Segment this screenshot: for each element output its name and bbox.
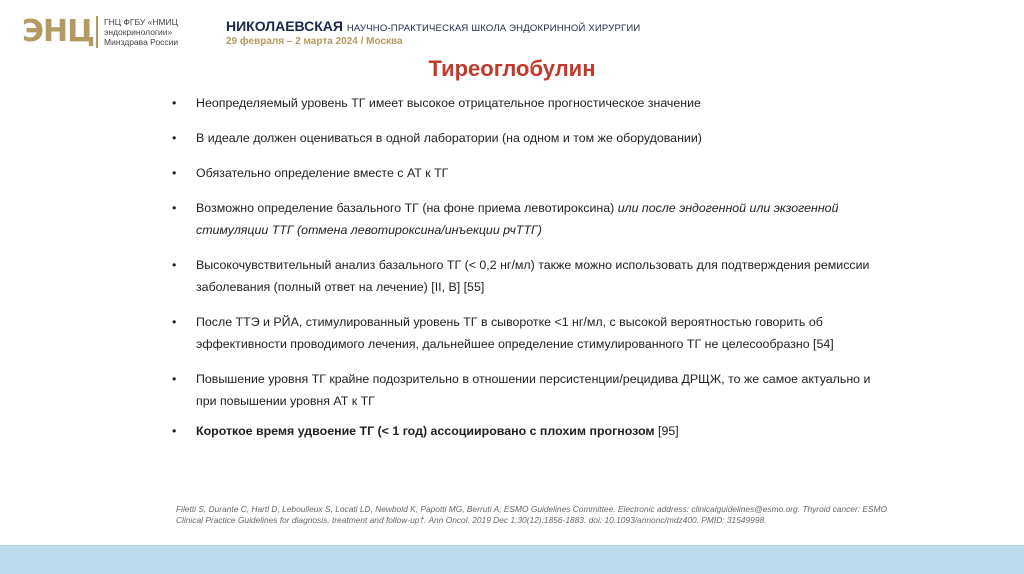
bullet-text: Обязательно определение вместе с АТ к ТГ <box>196 166 449 180</box>
bullet-item <box>170 254 890 298</box>
logo-line: эндокринологии» <box>104 27 173 37</box>
bullet-item <box>170 420 890 442</box>
bullet-item <box>170 127 890 149</box>
conference-title-rest: НАУЧНО-ПРАКТИЧЕСКАЯ ШКОЛА ЭНДОКРИННОЙ ХИРУРГИИ <box>346 23 641 34</box>
conference-dates: 29 февраля – 2 марта 2024 / Москва <box>226 36 403 47</box>
bullet-item <box>170 162 890 184</box>
logo-mark: ЭНЦ <box>22 14 94 49</box>
bullet-text: Повышение уровня ТГ крайне подозрительно в отношении персистенции/рецидива ДРЩЖ, то же самое актуально и при повышении уровня АТ к ТГ <box>196 372 871 408</box>
bullet-text: Неопределяемый уровень ТГ имеет высокое отрицательное прогностическое значение <box>196 96 701 110</box>
slide-title: Тиреоглобулин <box>428 56 596 81</box>
conference-title-strong: НИКОЛАЕВСКАЯ <box>226 18 343 34</box>
reference-citation: Filetti S, Durante C, Hartl D, Leboulleux S, Locati LD, Newbold K, Papotti MG, Berruti A; ESMO Guidelines Committee. Electronic address: clinicalguidelines@esmo.org. Thyroid cancer: ESMO Clinical Practice Guidelines for diagnosis, treatment and follow-up†. Ann Oncol. 2019 Dec 1;30(12):1856-1883. doi: 10.1093/annonc/mdz400. PMID: 31549998. <box>176 504 888 525</box>
bullet-reference: [95] <box>654 424 679 438</box>
logo-line: Минздрава России <box>104 37 179 47</box>
bullet-item <box>170 92 890 114</box>
bullet-text: Высокочувствительный анализ базального ТГ (< 0,2 нг/мл) также можно использовать для подтверждения ремиссии заболевания (полный ответ на лечение) [II, B] [55] <box>196 258 870 294</box>
bullet-text: После ТТЭ и РЙА, стимулированный уровень ТГ в сыворотке <1 нг/мл, с высокой вероятностью говорить об эффективности проводимого лечения, дальнейшее определение стимулированного ТГ не целесообразно [54] <box>196 315 834 351</box>
bullet-text-italic: или после эндогенной или экзогенной стимуляции ТТГ (отмена левотироксина/инъекции рчТТГ) <box>196 201 839 237</box>
logo-line: ГНЦ ФГБУ «НМИЦ <box>104 17 178 27</box>
bottom-bar <box>0 545 1024 574</box>
bullet-text: В идеале должен оцениваться в одной лаборатории (на одном и том же оборудовании) <box>196 131 702 145</box>
conference-title <box>226 18 640 34</box>
bullet-item <box>170 368 890 412</box>
bullet-text: Возможно определение базального ТГ (на фоне приема левотироксина) <box>196 201 618 215</box>
bullet-list <box>170 92 890 455</box>
logo-text <box>104 17 178 47</box>
bullet-item <box>170 197 890 241</box>
bullet-item <box>170 311 890 355</box>
bullet-text-bold: Короткое время удвоение ТГ (< 1 год) ассоциировано с плохим прогнозом <box>196 424 655 438</box>
logo-divider <box>96 16 98 48</box>
